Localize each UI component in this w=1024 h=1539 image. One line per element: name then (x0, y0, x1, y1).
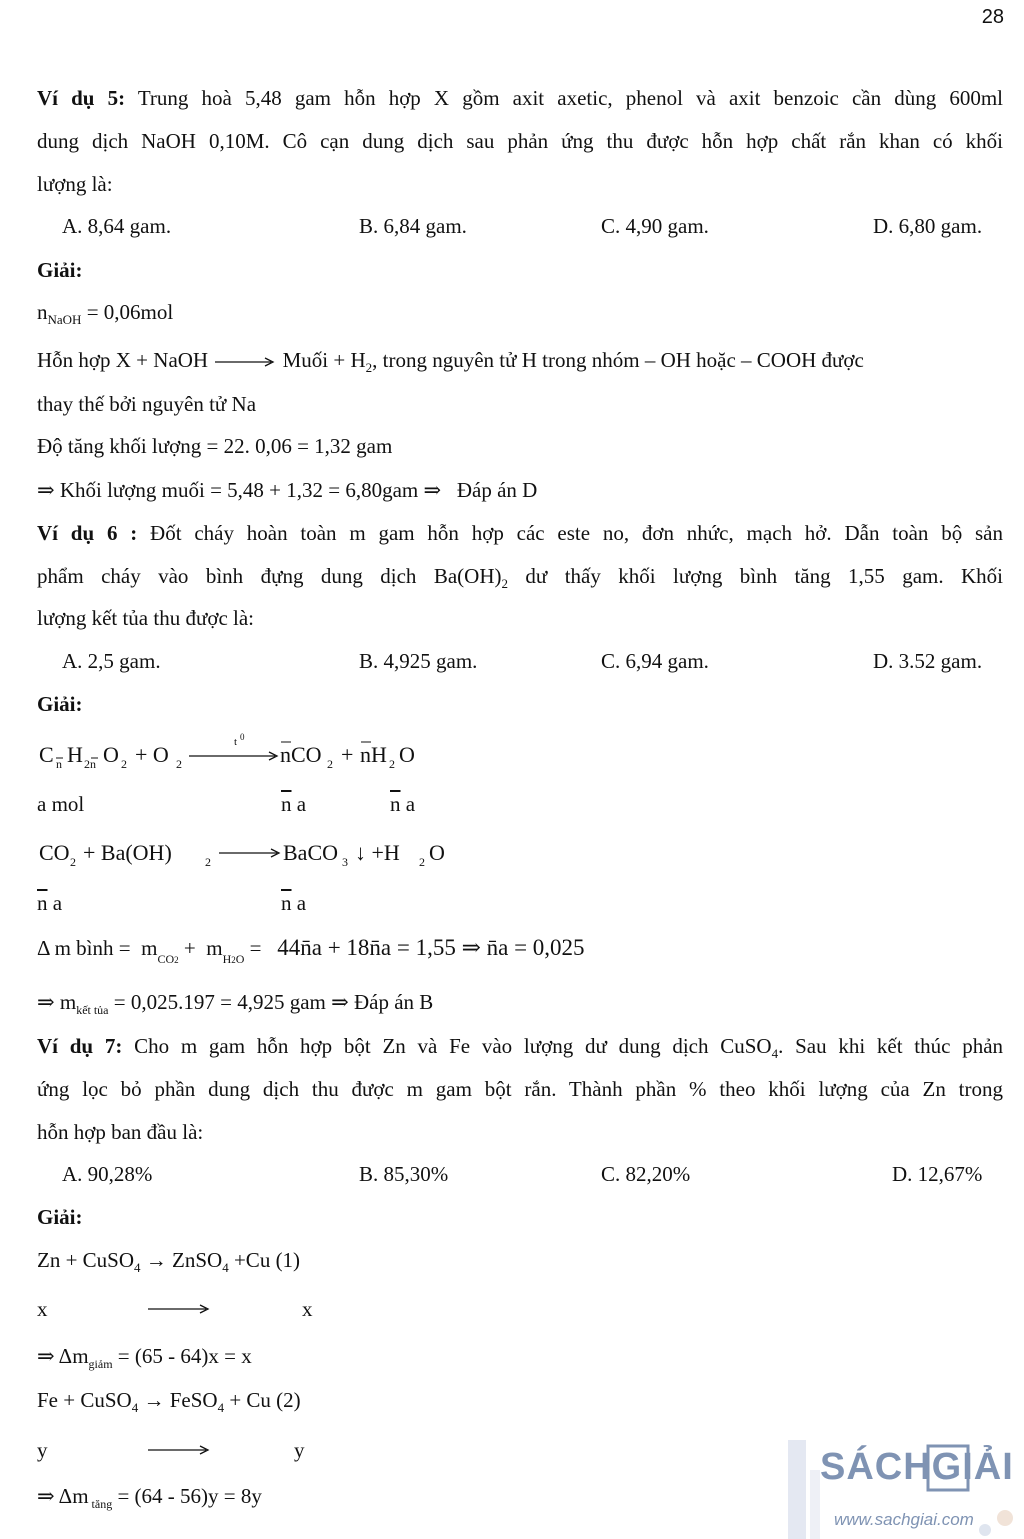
ex6-option-a: A. 2,5 gam. (62, 649, 161, 673)
svg-text:0: 0 (240, 732, 245, 742)
ex6-line-1: Ví dụ 6 : Đốt cháy hoàn toàn m gam hỗn hợp các este no, đơn nhức, mạch hở. Dẫn toàn bộ sản (37, 521, 1003, 545)
svg-text:n: n (56, 757, 62, 771)
ex5-step-4: Độ tăng khối lượng = 22. 0,06 = 1,32 gam (37, 434, 393, 458)
ex7-y-right: y (294, 1438, 305, 1462)
svg-text:H: H (67, 742, 83, 767)
ex7-solution-heading: Giải: (37, 1205, 83, 1229)
ex5-line-3: lượng là: (37, 172, 113, 196)
svg-text:C: C (39, 742, 54, 767)
ex7-line-1: Ví dụ 7: Cho m gam hỗn hợp bột Zn và Fe vào lượng dư dung dịch CuSO$_4$. Sau khi kết thúc phản (37, 1034, 1004, 1061)
ex7-line-2: ứng lọc bỏ phần dung dịch thu được m gam bột rắn. Thành phần % theo khối lượng của Zn trong (37, 1077, 1003, 1101)
svg-text:2: 2 (70, 855, 76, 869)
ex7-option-d: D. 12,67% (892, 1162, 983, 1186)
svg-text:t: t (234, 736, 238, 748)
watermark-title: SÁCHGIẢI (820, 1446, 1014, 1488)
ex5-option-d: D. 6,80 gam. (873, 214, 983, 238)
ex5-step-2: Hỗn hợp X + NaOH Muối + $H_2$, trong nguyên tử H trong nhóm – OH hoặc – COOH được (37, 348, 864, 375)
reaction-arrow (146, 1302, 212, 1316)
combustion-equation (37, 730, 477, 774)
ex6-solution-heading: Giải: (37, 692, 83, 716)
ex7-y-left: y (37, 1438, 48, 1462)
reaction-arrow (213, 355, 277, 369)
svg-text:2: 2 (176, 757, 182, 771)
svg-text:2n: 2n (84, 757, 96, 771)
svg-text:+ O: + O (135, 742, 169, 767)
svg-text:nH: nH (360, 742, 387, 767)
ex7-option-b: B. 85,30% (359, 1162, 449, 1186)
ex6-line-3: lượng kết tủa thu được là: (37, 606, 255, 630)
ex5-step-3: thay thế bởi nguyên tử Na (37, 392, 257, 416)
svg-text:O: O (103, 742, 119, 767)
ex6-option-d: D. 3.52 gam. (873, 649, 983, 673)
ex6-option-b: B. 4,925 gam. (359, 649, 478, 673)
svg-text:CO: CO (39, 840, 70, 865)
precipitation-equation (37, 832, 477, 872)
ex7-label: Ví dụ 7: (37, 1034, 123, 1058)
ex6-na-1: n a (281, 792, 307, 816)
svg-text:2: 2 (327, 757, 333, 771)
ex5-option-c: C. 4,90 gam. (601, 214, 709, 238)
ex6-na-2: n a (390, 792, 416, 816)
ex7-increase: ⇒ Δm $_{tăng}$ = (64 - 56)y = 8y (37, 1484, 262, 1511)
ex5-option-a: A. 8,64 gam. (62, 214, 172, 238)
ex5-solution-heading: Giải: (37, 258, 83, 282)
ex7-decrease: ⇒ $\Delta m_{giảm} = (65 - 64)x = x$ (37, 1344, 252, 1371)
ex6-na-4: n a (281, 891, 307, 915)
ex6-result: ⇒ $m_{kết tủa} = 0,025.197 = 4,925$ gam ⇒ Đáp án B (37, 990, 434, 1017)
svg-text:+: + (341, 742, 354, 767)
svg-text:nCO: nCO (280, 742, 322, 767)
svg-text:2: 2 (389, 757, 395, 771)
ex6-mass-gain: Δ m bình = $m_{CO2} + m_{H2O}$ = 44n̄a + 18n̄a = 1,55 ⇒ n̄a = 0,025 (37, 935, 585, 966)
page-number: 28 (981, 6, 1004, 28)
ex5-step-5: ⇒ Khối lượng muối = 5,48 + 1,32 = 6,80gam ⇒ Đáp án D (37, 478, 538, 502)
svg-text:2: 2 (419, 855, 425, 869)
ex6-label: Ví dụ 6 : (37, 521, 138, 545)
svg-text:3: 3 (342, 855, 348, 869)
ex7-option-c: C. 82,20% (601, 1162, 691, 1186)
watermark-logo (780, 1440, 1024, 1539)
ex5-text-1: Trung hoà 5,48 gam hỗn hợp X gồm axit axetic, phenol và axit benzoic cần dùng 600ml (137, 86, 1004, 110)
ex7-x-left: x (37, 1297, 48, 1321)
ex6-line-2: phẩm cháy vào bình đựng dung dịch $Ba(OH)_2$ dư thấy khối lượng bình tăng 1,55 gam. Khối (37, 564, 1004, 591)
ex5-label: Ví dụ 5: (37, 86, 126, 110)
reaction-arrow (146, 1443, 212, 1457)
ex7-x-right: x (302, 1297, 313, 1321)
ex7-reaction-2: Fe + CuSO$_4$ → FeSO$_4$ + Cu (2) (37, 1388, 301, 1415)
svg-text:O: O (429, 840, 445, 865)
ex7-option-a: A. 90,28% (62, 1162, 153, 1186)
svg-text:2: 2 (121, 757, 127, 771)
ex6-option-c: C. 6,94 gam. (601, 649, 709, 673)
ex7-line-3: hỗn hợp ban đầu là: (37, 1120, 204, 1144)
ex5-option-b: B. 6,84 gam. (359, 214, 467, 238)
ex6-amol: a mol (37, 792, 85, 816)
svg-text:BaCO: BaCO (283, 840, 338, 865)
svg-text:O: O (399, 742, 415, 767)
ex6-na-3: n a (37, 891, 63, 915)
svg-text:2: 2 (205, 855, 211, 869)
svg-text:↓ +H: ↓ +H (355, 840, 400, 865)
watermark-url: www.sachgiai.com (834, 1510, 974, 1529)
ex7-reaction-1: Zn + CuSO$_4$ → ZnSO$_4$ +Cu (1) (37, 1248, 301, 1275)
ex5-step-1: $n_{NaOH} = 0,06mol$ (37, 300, 174, 327)
ex5-line-1 (37, 86, 1003, 110)
svg-text:+ Ba(OH): + Ba(OH) (83, 840, 172, 865)
ex5-line-2: dung dịch NaOH 0,10M. Cô cạn dung dịch sau phản ứng thu được hỗn hợp chất rắn khan có khối (37, 129, 1003, 153)
